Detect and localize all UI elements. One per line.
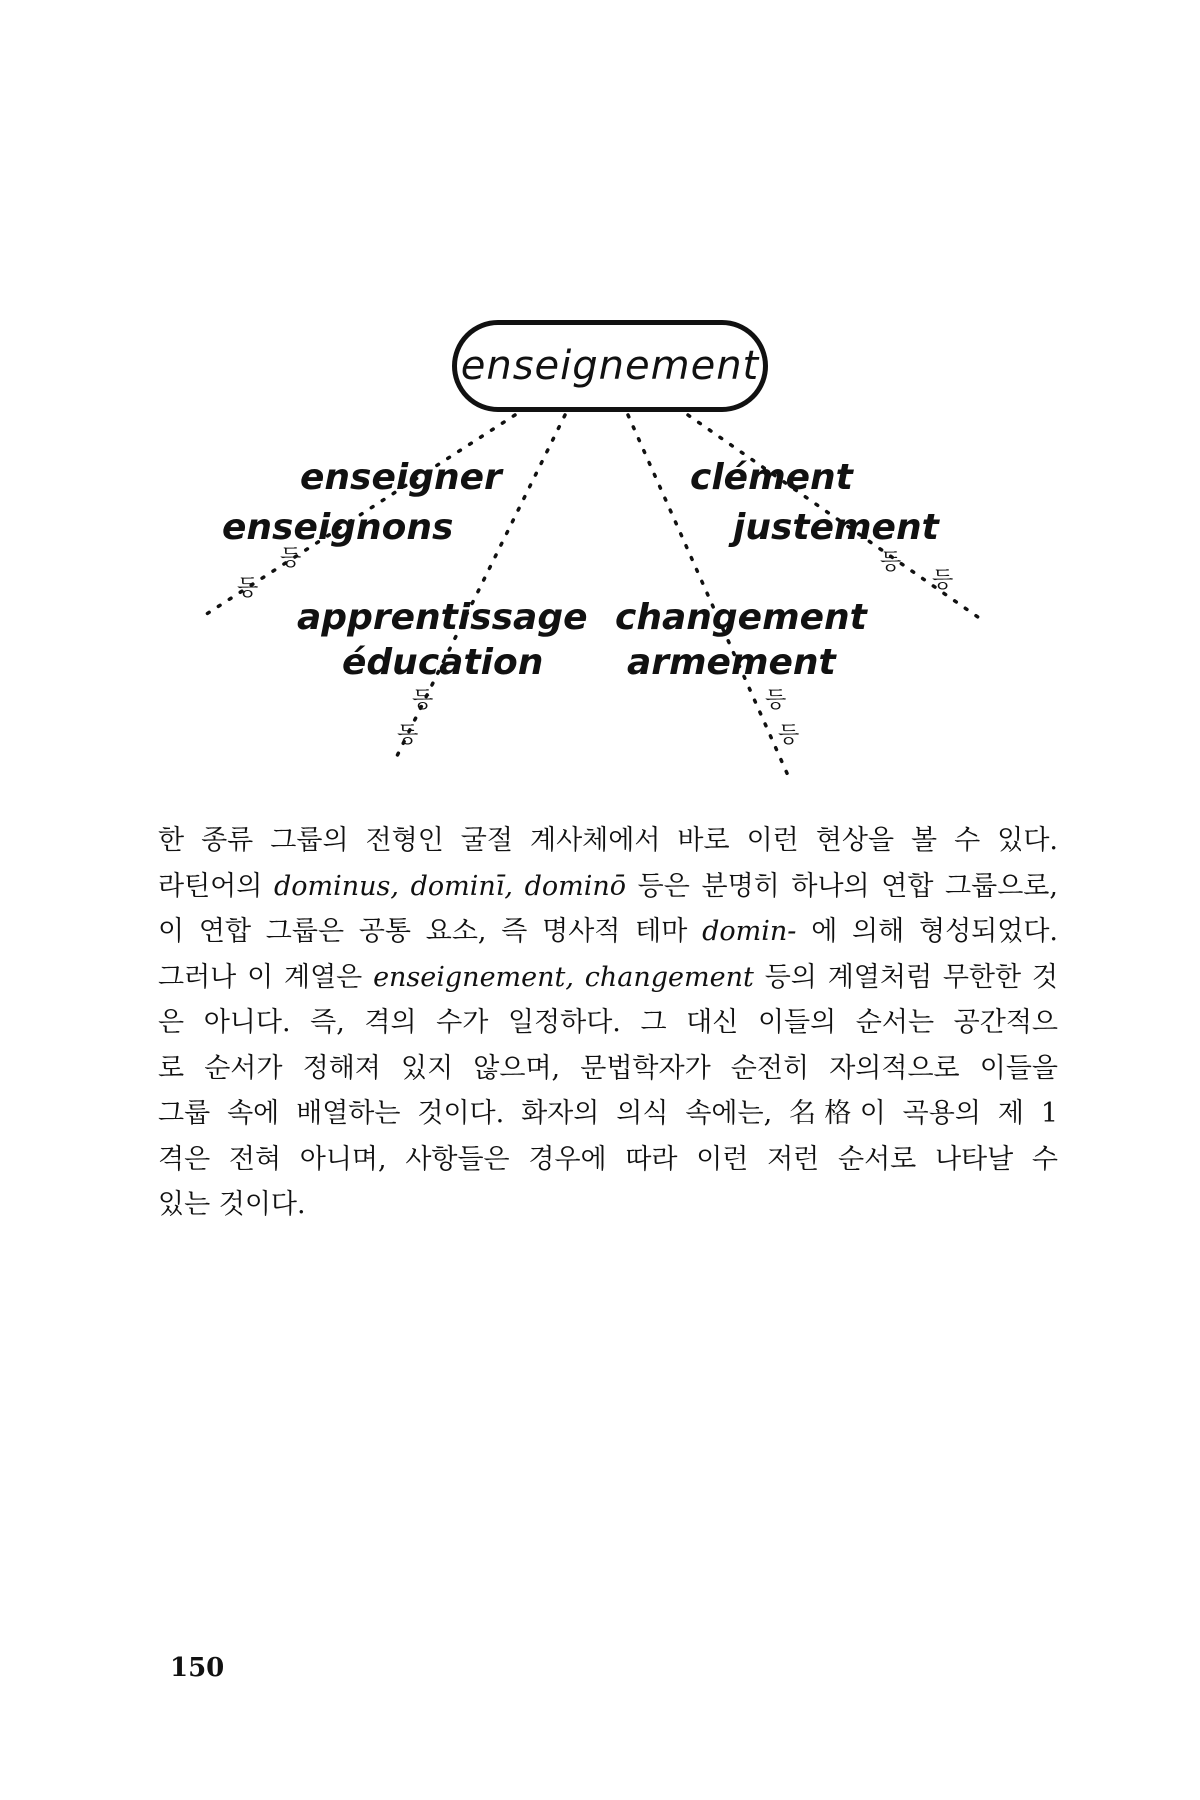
italic-term: enseignement, changement <box>373 961 754 993</box>
text-line <box>158 1137 1058 1183</box>
text-segment: 그룹 속에 배열하는 것이다. 화자의 의식 속에는, 名格이 곡용의 제 1 <box>158 1098 1058 1129</box>
text-line <box>158 1046 1058 1092</box>
branch-4-etc-1: 등 <box>880 550 902 575</box>
text-segment: 한 종류 그룹의 전형인 굴절 계사체에서 바로 이런 현상을 볼 수 있다. <box>158 825 1058 856</box>
text-segment: 은 아니다. 즉, 격의 수가 일정하다. 그 대신 이들의 순서는 공간적으 <box>158 1007 1058 1038</box>
text-segment: 로 순서가 정해져 있지 않으며, 문법학자가 순전히 자의적으로 이들을 <box>158 1052 1058 1084</box>
body-paragraph <box>158 818 1058 1228</box>
text-line <box>158 1091 1058 1137</box>
branch-2-etc-1: 등 <box>412 688 434 713</box>
branch-1-etc-2: 등 <box>237 576 259 601</box>
branch-4-word-2: justement <box>733 507 939 548</box>
text-segment: 라틴어의 <box>158 870 274 902</box>
text-segment: 이 연합 그룹은 공통 요소, 즉 명사적 테마 <box>158 916 703 947</box>
branch-3-etc-1: 등 <box>765 688 787 713</box>
branch-3-word-1: changement <box>615 597 867 638</box>
text-line <box>158 955 1058 1001</box>
root-word-box <box>452 320 768 412</box>
branch-4-word-1: clément <box>690 457 853 498</box>
branch-2-etc-2: 등 <box>397 723 419 748</box>
page-number: 150 <box>170 1653 225 1683</box>
branch-1-word-2: enseignons <box>222 507 454 548</box>
text-line <box>158 1000 1058 1046</box>
branch-4-etc-2: 등 <box>932 568 954 593</box>
branch-2-word-2: éducation <box>342 642 544 683</box>
text-segment: 에 의해 형성되었다. <box>796 916 1058 947</box>
text-segment: 그러나 이 계열은 <box>158 961 374 993</box>
text-segment: 등은 분명히 하나의 연합 그룹으로, <box>626 870 1058 902</box>
branch-3-word-2: armement <box>627 642 836 683</box>
text-line <box>158 909 1058 955</box>
text-line <box>158 818 1058 864</box>
italic-term: dominus, dominī, dominō <box>273 870 627 902</box>
branch-2-word-1: apprentissage <box>297 597 588 638</box>
association-diagram <box>0 0 1200 800</box>
branch-3-etc-2: 등 <box>778 723 800 748</box>
text-line <box>158 864 1058 910</box>
text-segment: 등의 계열처럼 무한한 것 <box>753 961 1059 993</box>
root-word: enseignement <box>460 343 760 389</box>
branch-1-word-1: enseigner <box>300 457 502 498</box>
text-segment: 있는 것이다. <box>158 1189 306 1220</box>
text-line <box>158 1182 1058 1228</box>
text-segment: 격은 전혀 아니며, 사항들은 경우에 따라 이런 저런 순서로 나타날 수 <box>158 1143 1058 1175</box>
italic-term: domin- <box>702 916 797 947</box>
branch-1-etc-1: 등 <box>280 546 302 571</box>
